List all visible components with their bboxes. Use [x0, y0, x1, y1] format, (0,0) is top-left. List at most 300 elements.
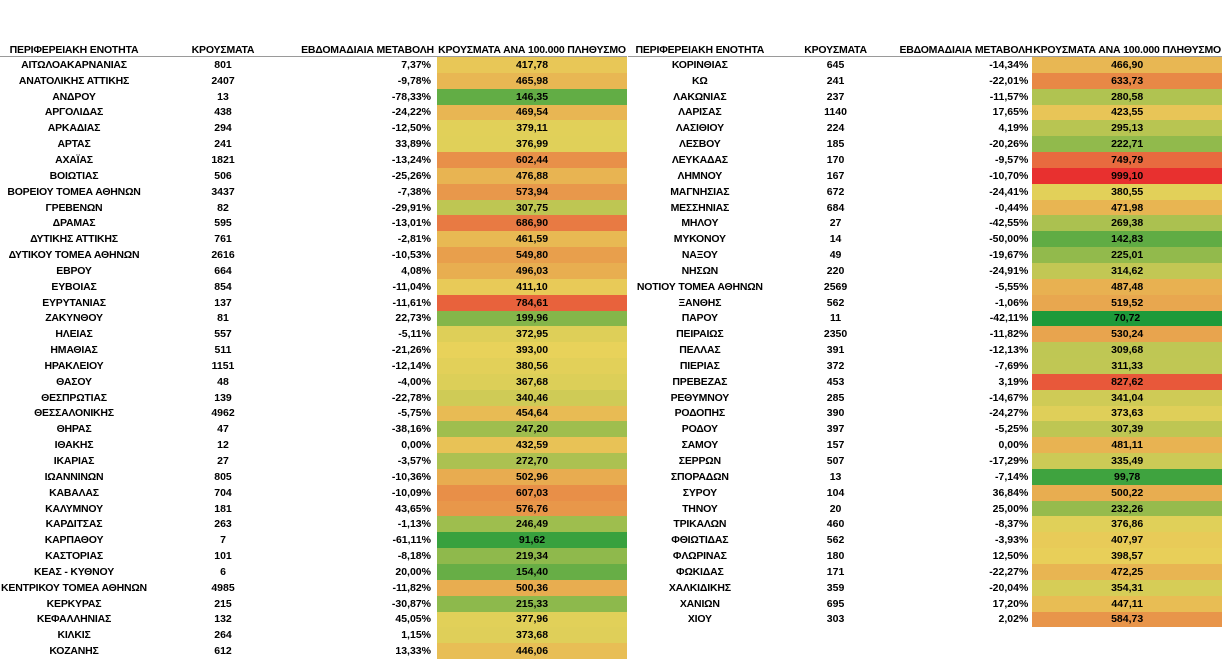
- weekly-change-cell: 33,89%: [298, 136, 437, 152]
- weekly-change-cell: -8,37%: [899, 516, 1032, 532]
- region-cell: ΚΑΣΤΟΡΙΑΣ: [0, 548, 148, 564]
- weekly-change-cell: -9,57%: [899, 152, 1032, 168]
- header-cases: ΚΡΟΥΣΜΑΤΑ: [772, 40, 900, 57]
- region-cell: ΗΛΕΙΑΣ: [0, 326, 148, 342]
- region-cell: ΦΛΩΡΙΝΑΣ: [628, 548, 772, 564]
- weekly-change-cell: 4,19%: [899, 120, 1032, 136]
- cases-cell: 854: [148, 279, 298, 295]
- weekly-change-cell: 45,05%: [298, 612, 437, 628]
- table-row: [628, 168, 1222, 184]
- table-row: [0, 596, 627, 612]
- weekly-change-cell: -30,87%: [298, 596, 437, 612]
- header-cases: ΚΡΟΥΣΜΑΤΑ: [148, 40, 298, 57]
- cases-cell: 704: [148, 485, 298, 501]
- weekly-change-cell: -13,24%: [298, 152, 437, 168]
- region-cell: ΛΑΚΩΝΙΑΣ: [628, 89, 772, 105]
- cases-cell: 180: [772, 548, 900, 564]
- table-row: [0, 469, 627, 485]
- table-row: [628, 105, 1222, 121]
- table-row: [0, 295, 627, 311]
- per-100k-cell: 576,76: [437, 501, 627, 517]
- table-row: [0, 374, 627, 390]
- region-cell: ΚΟΖΑΝΗΣ: [0, 643, 148, 659]
- per-100k-cell: 749,79: [1032, 152, 1222, 168]
- region-cell: ΚΑΡΔΙΤΣΑΣ: [0, 516, 148, 532]
- region-cell: ΘΑΣΟΥ: [0, 374, 148, 390]
- region-cell: ΚΕΦΑΛΛΗΝΙΑΣ: [0, 612, 148, 628]
- region-cell: ΕΥΡΥΤΑΝΙΑΣ: [0, 295, 148, 311]
- region-cell: ΚΕΑΣ - ΚΥΘΝΟΥ: [0, 564, 148, 580]
- table-row: [0, 168, 627, 184]
- per-100k-cell: 398,57: [1032, 548, 1222, 564]
- per-100k-cell: 232,26: [1032, 501, 1222, 517]
- table-row: [628, 263, 1222, 279]
- per-100k-cell: 314,62: [1032, 263, 1222, 279]
- table-row: [0, 120, 627, 136]
- header-region: ΠΕΡΙΦΕΡΕΙΑΚΗ ΕΝΟΤΗΤΑ: [0, 40, 148, 57]
- per-100k-cell: 377,96: [437, 612, 627, 628]
- cases-cell: 2569: [772, 279, 900, 295]
- table-row: [628, 390, 1222, 406]
- weekly-change-cell: -5,55%: [899, 279, 1032, 295]
- cases-cell: 49: [772, 247, 900, 263]
- region-cell: ΝΑΞΟΥ: [628, 247, 772, 263]
- region-cell: ΙΚΑΡΙΑΣ: [0, 453, 148, 469]
- region-cell: ΝΟΤΙΟΥ ΤΟΜΕΑ ΑΘΗΝΩΝ: [628, 279, 772, 295]
- cases-cell: 359: [772, 580, 900, 596]
- region-cell: ΓΡΕΒΕΝΩΝ: [0, 200, 148, 216]
- table-row: [628, 501, 1222, 517]
- per-100k-cell: 372,95: [437, 326, 627, 342]
- region-cell: ΣΕΡΡΩΝ: [628, 453, 772, 469]
- region-cell: ΔΥΤΙΚΗΣ ΑΤΤΙΚΗΣ: [0, 231, 148, 247]
- table-row: [628, 421, 1222, 437]
- region-cell: ΙΩΑΝΝΙΝΩΝ: [0, 469, 148, 485]
- table-row: [0, 501, 627, 517]
- region-cell: ΑΡΤΑΣ: [0, 136, 148, 152]
- cases-cell: 303: [772, 612, 900, 628]
- per-100k-cell: 633,73: [1032, 73, 1222, 89]
- weekly-change-cell: -11,82%: [298, 580, 437, 596]
- region-cell: ΑΧΑΪΑΣ: [0, 152, 148, 168]
- per-100k-cell: 295,13: [1032, 120, 1222, 136]
- per-100k-cell: 376,86: [1032, 516, 1222, 532]
- weekly-change-cell: -7,14%: [899, 469, 1032, 485]
- region-cell: ΧΑΛΚΙΔΙΚΗΣ: [628, 580, 772, 596]
- region-cell: ΚΑΡΠΑΘΟΥ: [0, 532, 148, 548]
- per-100k-cell: 199,96: [437, 311, 627, 327]
- table-row: [0, 215, 627, 231]
- cases-cell: 695: [772, 596, 900, 612]
- region-cell: ΗΡΑΚΛΕΙΟΥ: [0, 358, 148, 374]
- right-data-table-block: [628, 40, 1222, 627]
- per-100k-cell: 469,54: [437, 105, 627, 121]
- cases-cell: 13: [148, 89, 298, 105]
- per-100k-cell: 215,33: [437, 596, 627, 612]
- weekly-change-cell: -5,25%: [899, 421, 1032, 437]
- table-row: [0, 247, 627, 263]
- per-100k-cell: 573,94: [437, 184, 627, 200]
- weekly-change-cell: 7,37%: [298, 57, 437, 73]
- region-cell: ΤΡΙΚΑΛΩΝ: [628, 516, 772, 532]
- table-row: [0, 580, 627, 596]
- weekly-change-cell: -24,27%: [899, 406, 1032, 422]
- region-cell: ΒΟΙΩΤΙΑΣ: [0, 168, 148, 184]
- table-row: [628, 516, 1222, 532]
- region-cell: ΠΕΛΛΑΣ: [628, 342, 772, 358]
- weekly-change-cell: -14,34%: [899, 57, 1032, 73]
- table-row: [628, 342, 1222, 358]
- weekly-change-cell: -3,57%: [298, 453, 437, 469]
- cases-cell: 801: [148, 57, 298, 73]
- weekly-change-cell: -20,26%: [899, 136, 1032, 152]
- per-100k-cell: 142,83: [1032, 231, 1222, 247]
- per-100k-cell: 432,59: [437, 437, 627, 453]
- cases-cell: 1821: [148, 152, 298, 168]
- region-cell: ΚΕΝΤΡΙΚΟΥ ΤΟΜΕΑ ΑΘΗΝΩΝ: [0, 580, 148, 596]
- table-row: [628, 485, 1222, 501]
- cases-cell: 104: [772, 485, 900, 501]
- per-100k-cell: 376,99: [437, 136, 627, 152]
- cases-cell: 805: [148, 469, 298, 485]
- cases-cell: 27: [148, 453, 298, 469]
- weekly-change-cell: 2,02%: [899, 612, 1032, 628]
- cases-cell: 263: [148, 516, 298, 532]
- header-weekly-change: ΕΒΔΟΜΑΔΙΑΙΑ ΜΕΤΑΒΟΛΗ: [298, 40, 437, 57]
- region-cell: ΘΕΣΠΡΩΤΙΑΣ: [0, 390, 148, 406]
- cases-cell: 562: [772, 532, 900, 548]
- region-cell: ΙΘΑΚΗΣ: [0, 437, 148, 453]
- per-100k-cell: 502,96: [437, 469, 627, 485]
- per-100k-cell: 311,33: [1032, 358, 1222, 374]
- weekly-change-cell: -5,75%: [298, 406, 437, 422]
- table-row: [0, 326, 627, 342]
- header-weekly-change: ΕΒΔΟΜΑΔΙΑΙΑ ΜΕΤΑΒΟΛΗ: [899, 40, 1032, 57]
- table-row: [628, 311, 1222, 327]
- per-100k-cell: 99,78: [1032, 469, 1222, 485]
- region-cell: ΠΑΡΟΥ: [628, 311, 772, 327]
- per-100k-cell: 373,63: [1032, 406, 1222, 422]
- region-cell: ΜΕΣΣΗΝΙΑΣ: [628, 200, 772, 216]
- weekly-change-cell: 13,33%: [298, 643, 437, 659]
- per-100k-cell: 602,44: [437, 152, 627, 168]
- per-100k-cell: 476,88: [437, 168, 627, 184]
- table-row: [628, 453, 1222, 469]
- cases-cell: 672: [772, 184, 900, 200]
- per-100k-cell: 373,68: [437, 627, 627, 643]
- per-100k-cell: 686,90: [437, 215, 627, 231]
- cases-cell: 170: [772, 152, 900, 168]
- cases-cell: 1151: [148, 358, 298, 374]
- per-100k-cell: 549,80: [437, 247, 627, 263]
- table-row: [0, 73, 627, 89]
- region-cell: ΒΟΡΕΙΟΥ ΤΟΜΕΑ ΑΘΗΝΩΝ: [0, 184, 148, 200]
- cases-cell: 1140: [772, 105, 900, 121]
- per-100k-cell: 417,78: [437, 57, 627, 73]
- cases-cell: 137: [148, 295, 298, 311]
- cases-cell: 453: [772, 374, 900, 390]
- weekly-change-cell: 0,00%: [899, 437, 1032, 453]
- cases-cell: 390: [772, 406, 900, 422]
- table-row: [0, 437, 627, 453]
- region-cell: ΖΑΚΥΝΘΟΥ: [0, 311, 148, 327]
- table-row: [628, 612, 1222, 628]
- region-cell: ΘΕΣΣΑΛΟΝΙΚΗΣ: [0, 406, 148, 422]
- cases-cell: 215: [148, 596, 298, 612]
- table-row: [628, 200, 1222, 216]
- cases-cell: 438: [148, 105, 298, 121]
- cases-cell: 81: [148, 311, 298, 327]
- region-cell: ΡΕΘΥΜΝΟΥ: [628, 390, 772, 406]
- region-cell: ΑΡΚΑΔΙΑΣ: [0, 120, 148, 136]
- cases-cell: 397: [772, 421, 900, 437]
- weekly-change-cell: -22,78%: [298, 390, 437, 406]
- cases-cell: 557: [148, 326, 298, 342]
- region-cell: ΕΒΡΟΥ: [0, 263, 148, 279]
- per-100k-cell: 309,68: [1032, 342, 1222, 358]
- per-100k-cell: 784,61: [437, 295, 627, 311]
- weekly-change-cell: -29,91%: [298, 200, 437, 216]
- region-cell: ΞΑΝΘΗΣ: [628, 295, 772, 311]
- table-row: [628, 437, 1222, 453]
- per-100k-cell: 487,48: [1032, 279, 1222, 295]
- region-cell: ΜΗΛΟΥ: [628, 215, 772, 231]
- cases-cell: 391: [772, 342, 900, 358]
- per-100k-cell: 607,03: [437, 485, 627, 501]
- table-row: [0, 311, 627, 327]
- weekly-change-cell: 17,65%: [899, 105, 1032, 121]
- cases-cell: 13: [772, 469, 900, 485]
- cases-cell: 241: [148, 136, 298, 152]
- weekly-change-cell: -17,29%: [899, 453, 1032, 469]
- weekly-change-cell: 17,20%: [899, 596, 1032, 612]
- cases-cell: 511: [148, 342, 298, 358]
- region-cell: ΧΑΝΙΩΝ: [628, 596, 772, 612]
- cases-cell: 14: [772, 231, 900, 247]
- weekly-change-cell: 0,00%: [298, 437, 437, 453]
- weekly-change-cell: -61,11%: [298, 532, 437, 548]
- weekly-change-cell: -11,57%: [899, 89, 1032, 105]
- left-data-table: [0, 40, 627, 659]
- per-100k-cell: 246,49: [437, 516, 627, 532]
- table-row: [0, 342, 627, 358]
- cases-cell: 181: [148, 501, 298, 517]
- table-row: [628, 406, 1222, 422]
- weekly-change-cell: 1,15%: [298, 627, 437, 643]
- cases-cell: 237: [772, 89, 900, 105]
- weekly-change-cell: -24,22%: [298, 105, 437, 121]
- table-row: [628, 532, 1222, 548]
- header-per-100k: ΚΡΟΥΣΜΑΤΑ ΑΝΑ 100.000 ΠΛΗΘΥΣΜΟ: [1032, 40, 1222, 57]
- cases-cell: 3437: [148, 184, 298, 200]
- weekly-change-cell: -20,04%: [899, 580, 1032, 596]
- weekly-change-cell: -12,14%: [298, 358, 437, 374]
- table-row: [0, 612, 627, 628]
- region-cell: ΕΥΒΟΙΑΣ: [0, 279, 148, 295]
- cases-cell: 7: [148, 532, 298, 548]
- region-cell: ΔΥΤΙΚΟΥ ΤΟΜΕΑ ΑΘΗΝΩΝ: [0, 247, 148, 263]
- region-cell: ΤΗΝΟΥ: [628, 501, 772, 517]
- per-100k-cell: 367,68: [437, 374, 627, 390]
- weekly-change-cell: 4,08%: [298, 263, 437, 279]
- region-cell: ΠΕΙΡΑΙΩΣ: [628, 326, 772, 342]
- weekly-change-cell: -78,33%: [298, 89, 437, 105]
- table-row: [0, 532, 627, 548]
- cases-cell: 241: [772, 73, 900, 89]
- region-cell: ΗΜΑΘΙΑΣ: [0, 342, 148, 358]
- region-cell: ΑΝΑΤΟΛΙΚΗΣ ΑΤΤΙΚΗΣ: [0, 73, 148, 89]
- header-per-100k: ΚΡΟΥΣΜΑΤΑ ΑΝΑ 100.000 ΠΛΗΘΥΣΜΟ: [437, 40, 627, 57]
- cases-cell: 2616: [148, 247, 298, 263]
- cases-cell: 595: [148, 215, 298, 231]
- cases-cell: 139: [148, 390, 298, 406]
- cases-cell: 224: [772, 120, 900, 136]
- region-cell: ΜΥΚΟΝΟΥ: [628, 231, 772, 247]
- per-100k-cell: 472,25: [1032, 564, 1222, 580]
- per-100k-cell: 393,00: [437, 342, 627, 358]
- weekly-change-cell: -42,55%: [899, 215, 1032, 231]
- region-cell: ΠΡΕΒΕΖΑΣ: [628, 374, 772, 390]
- region-cell: ΑΡΓΟΛΙΔΑΣ: [0, 105, 148, 121]
- per-100k-cell: 530,24: [1032, 326, 1222, 342]
- cases-cell: 11: [772, 311, 900, 327]
- region-cell: ΘΗΡΑΣ: [0, 421, 148, 437]
- table-row: [628, 120, 1222, 136]
- weekly-change-cell: -10,36%: [298, 469, 437, 485]
- weekly-change-cell: -11,04%: [298, 279, 437, 295]
- per-100k-cell: 154,40: [437, 564, 627, 580]
- per-100k-cell: 500,22: [1032, 485, 1222, 501]
- cases-cell: 4985: [148, 580, 298, 596]
- weekly-change-cell: -22,27%: [899, 564, 1032, 580]
- table-row: [0, 421, 627, 437]
- cases-cell: 507: [772, 453, 900, 469]
- table-row: [0, 200, 627, 216]
- weekly-change-cell: -19,67%: [899, 247, 1032, 263]
- per-100k-cell: 335,49: [1032, 453, 1222, 469]
- per-100k-cell: 454,64: [437, 406, 627, 422]
- table-row: [628, 564, 1222, 580]
- table-row: [0, 564, 627, 580]
- table-row: [628, 596, 1222, 612]
- per-100k-cell: 379,11: [437, 120, 627, 136]
- table-row: [628, 184, 1222, 200]
- table-row: [628, 548, 1222, 564]
- weekly-change-cell: -0,44%: [899, 200, 1032, 216]
- per-100k-cell: 519,52: [1032, 295, 1222, 311]
- cases-cell: 20: [772, 501, 900, 517]
- cases-cell: 460: [772, 516, 900, 532]
- weekly-change-cell: -24,91%: [899, 263, 1032, 279]
- per-100k-cell: 423,55: [1032, 105, 1222, 121]
- region-cell: ΡΟΔΟΥ: [628, 421, 772, 437]
- region-cell: ΛΑΣΙΘΙΟΥ: [628, 120, 772, 136]
- table-row: [0, 358, 627, 374]
- weekly-change-cell: -1,06%: [899, 295, 1032, 311]
- region-cell: ΛΕΥΚΑΔΑΣ: [628, 152, 772, 168]
- right-table-body: [628, 57, 1222, 628]
- per-100k-cell: 584,73: [1032, 612, 1222, 628]
- per-100k-cell: 307,39: [1032, 421, 1222, 437]
- cases-cell: 506: [148, 168, 298, 184]
- cases-cell: 157: [772, 437, 900, 453]
- cases-cell: 2407: [148, 73, 298, 89]
- per-100k-cell: 354,31: [1032, 580, 1222, 596]
- per-100k-cell: 407,97: [1032, 532, 1222, 548]
- weekly-change-cell: -12,50%: [298, 120, 437, 136]
- table-row: [0, 136, 627, 152]
- region-cell: ΚΕΡΚΥΡΑΣ: [0, 596, 148, 612]
- weekly-change-cell: -7,38%: [298, 184, 437, 200]
- cases-cell: 185: [772, 136, 900, 152]
- table-row: [0, 89, 627, 105]
- per-100k-cell: 280,58: [1032, 89, 1222, 105]
- region-cell: ΚΑΛΥΜΝΟΥ: [0, 501, 148, 517]
- cases-cell: 82: [148, 200, 298, 216]
- cases-cell: 761: [148, 231, 298, 247]
- weekly-change-cell: -14,67%: [899, 390, 1032, 406]
- region-cell: ΣΠΟΡΑΔΩΝ: [628, 469, 772, 485]
- table-row: [0, 453, 627, 469]
- region-cell: ΑΙΤΩΛΟΑΚΑΡΝΑΝΙΑΣ: [0, 57, 148, 73]
- table-row: [628, 295, 1222, 311]
- weekly-change-cell: -38,16%: [298, 421, 437, 437]
- table-row: [0, 184, 627, 200]
- region-cell: ΑΝΔΡΟΥ: [0, 89, 148, 105]
- header-region: ΠΕΡΙΦΕΡΕΙΑΚΗ ΕΝΟΤΗΤΑ: [628, 40, 772, 57]
- cases-cell: 220: [772, 263, 900, 279]
- cases-cell: 2350: [772, 326, 900, 342]
- per-100k-cell: 411,10: [437, 279, 627, 295]
- cases-cell: 664: [148, 263, 298, 279]
- table-row: [0, 390, 627, 406]
- region-cell: ΚΑΒΑΛΑΣ: [0, 485, 148, 501]
- per-100k-cell: 827,62: [1032, 374, 1222, 390]
- weekly-change-cell: -24,41%: [899, 184, 1032, 200]
- weekly-change-cell: -11,61%: [298, 295, 437, 311]
- table-row: [628, 326, 1222, 342]
- table-row: [628, 358, 1222, 374]
- per-100k-cell: 146,35: [437, 89, 627, 105]
- cases-cell: 167: [772, 168, 900, 184]
- weekly-change-cell: -8,18%: [298, 548, 437, 564]
- table-row: [0, 231, 627, 247]
- table-row: [0, 627, 627, 643]
- region-cell: ΦΘΙΩΤΙΔΑΣ: [628, 532, 772, 548]
- cases-cell: 684: [772, 200, 900, 216]
- weekly-change-cell: -7,69%: [899, 358, 1032, 374]
- right-data-table: [628, 40, 1222, 627]
- cases-cell: 132: [148, 612, 298, 628]
- table-row: [628, 215, 1222, 231]
- table-row: [0, 279, 627, 295]
- weekly-change-cell: 12,50%: [899, 548, 1032, 564]
- weekly-change-cell: -9,78%: [298, 73, 437, 89]
- weekly-change-cell: 22,73%: [298, 311, 437, 327]
- cases-cell: 645: [772, 57, 900, 73]
- table-row: [0, 485, 627, 501]
- cases-cell: 6: [148, 564, 298, 580]
- cases-cell: 101: [148, 548, 298, 564]
- table-row: [0, 105, 627, 121]
- weekly-change-cell: -1,13%: [298, 516, 437, 532]
- table-row: [628, 73, 1222, 89]
- table-row: [0, 57, 627, 73]
- cases-cell: 562: [772, 295, 900, 311]
- table-row: [628, 89, 1222, 105]
- left-header-row: [0, 40, 627, 57]
- weekly-change-cell: 25,00%: [899, 501, 1032, 517]
